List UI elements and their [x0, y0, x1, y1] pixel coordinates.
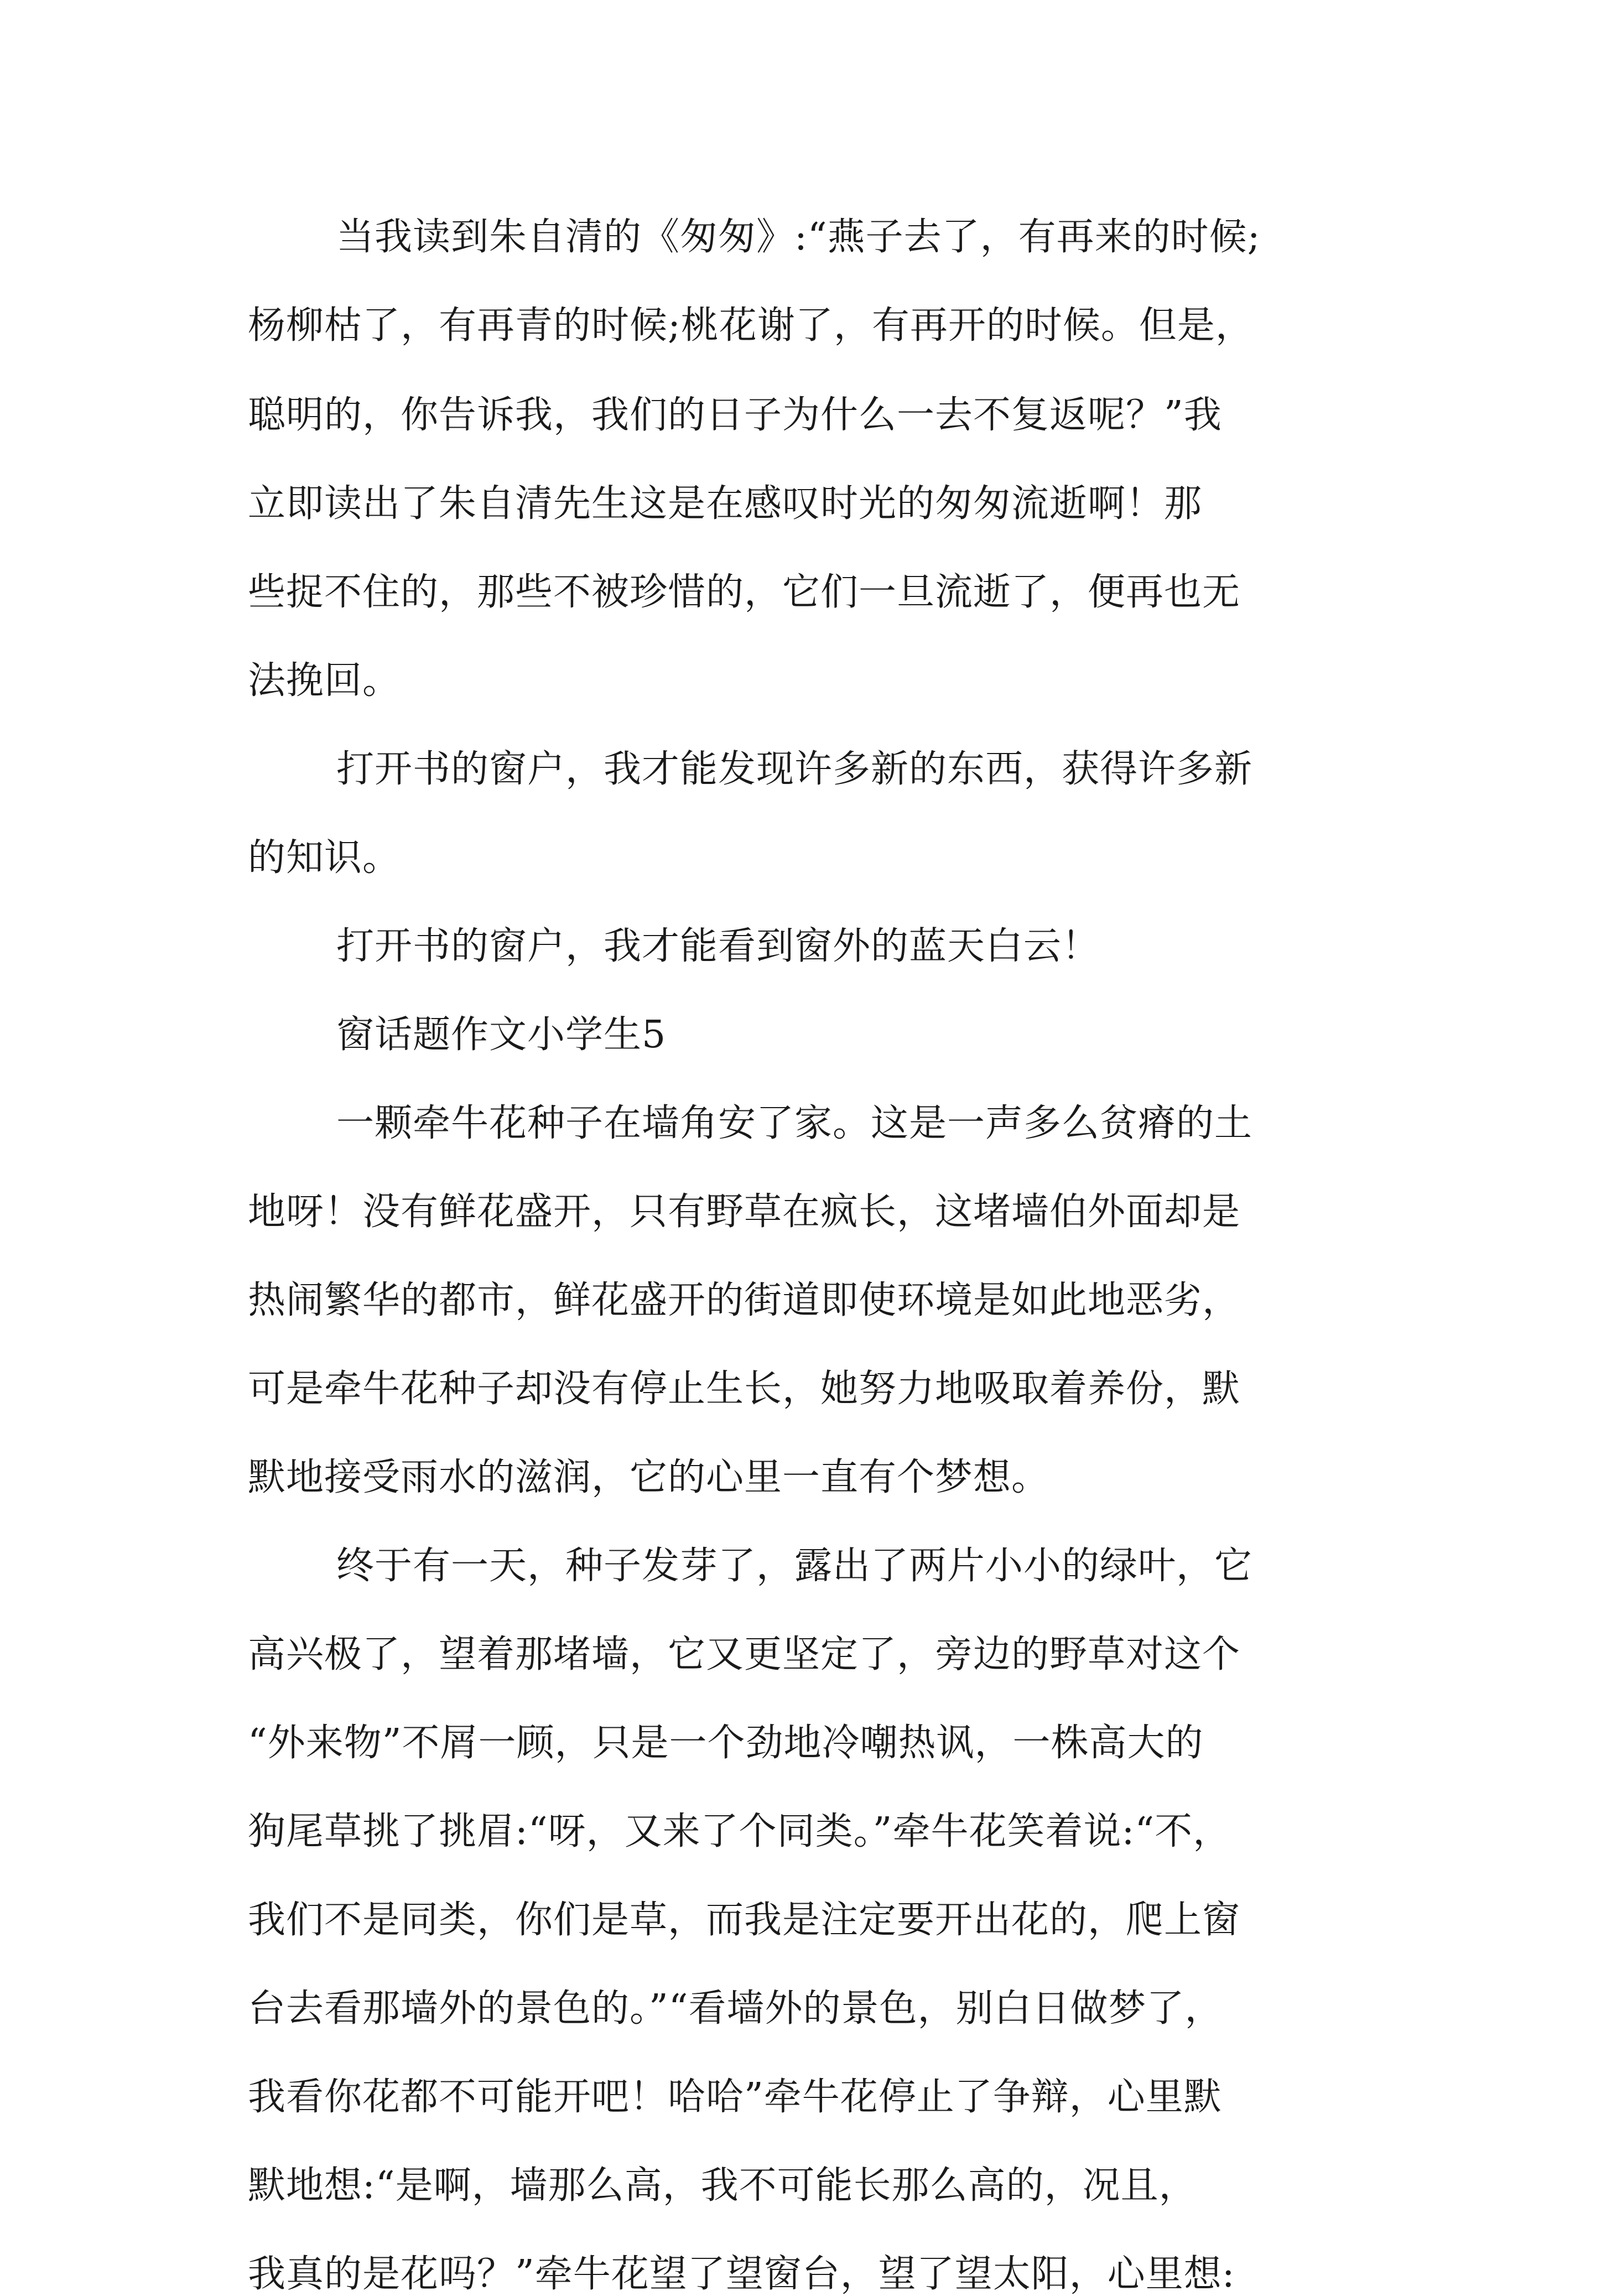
text-line: 终于有一天，种子发芽了，露出了两片小小的绿叶，它 — [336, 1544, 1253, 1588]
text-line: 可是牵牛花种子却没有停止生长，她努力地吸取着养份，默 — [248, 1367, 1241, 1411]
text-line: 我看你花都不可能开吧！哈哈”牵牛花停止了争辩，心里默 — [248, 2075, 1222, 2119]
section-heading: 窗话题作文小学生5 — [336, 1013, 667, 1057]
text-line: 台去看那墙外的景色的。”“看墙外的景色，别白日做梦了， — [248, 1987, 1223, 2030]
text-line: 地呀！没有鲜花盛开，只有野草在疯长，这堵墙伯外面却是 — [248, 1190, 1241, 1234]
text-line: 打开书的窗户，我才能看到窗外的蓝天白云！ — [336, 924, 1100, 968]
text-line: 当我读到朱自清的《匆匆》:“燕子去了，有再来的时候; — [336, 215, 1261, 259]
text-line: 一颗牵牛花种子在墙角安了家。这是一声多么贫瘠的土 — [336, 1102, 1253, 1145]
text-line: 默地接受雨水的滋润，它的心里一直有个梦想。 — [248, 1456, 1050, 1499]
text-line: 法挽回。 — [248, 659, 401, 703]
text-line: “外来物”不屑一顾，只是一个劲地冷嘲热讽，一株高大的 — [248, 1721, 1204, 1765]
text-line: 我真的是花吗？”牵牛花望了望窗台，望了望太阳，心里想: — [248, 2252, 1235, 2296]
text-line: 热闹繁华的都市，鲜花盛开的街道即使环境是如此地恶劣， — [248, 1279, 1241, 1322]
text-line: 打开书的窗户，我才能发现许多新的东西，获得许多新 — [336, 747, 1253, 791]
text-line: 的知识。 — [248, 836, 401, 880]
text-line: 高兴极了，望着那堵墙，它又更坚定了，旁边的野草对这个 — [248, 1633, 1241, 1676]
text-line: 我们不是同类，你们是草，而我是注定要开出花的，爬上窗 — [248, 1898, 1241, 1942]
text-line: 狗尾草挑了挑眉:“呀，又来了个同类。”牵牛花笑着说:“不， — [248, 1810, 1231, 1853]
text-line: 些捉不住的，那些不被珍惜的，它们一旦流逝了，便再也无 — [248, 570, 1241, 614]
text-line: 杨柳枯了，有再青的时候;桃花谢了，有再开的时候。但是， — [248, 304, 1254, 347]
text-line: 聪明的，你告诉我，我们的日子为什么一去不复返呢？”我 — [248, 393, 1222, 437]
text-line: 立即读出了朱自清先生这是在感叹时光的匆匆流逝啊！那 — [248, 482, 1203, 526]
text-line: 默地想:“是啊，墙那么高，我不可能长那么高的，况且， — [248, 2164, 1197, 2207]
